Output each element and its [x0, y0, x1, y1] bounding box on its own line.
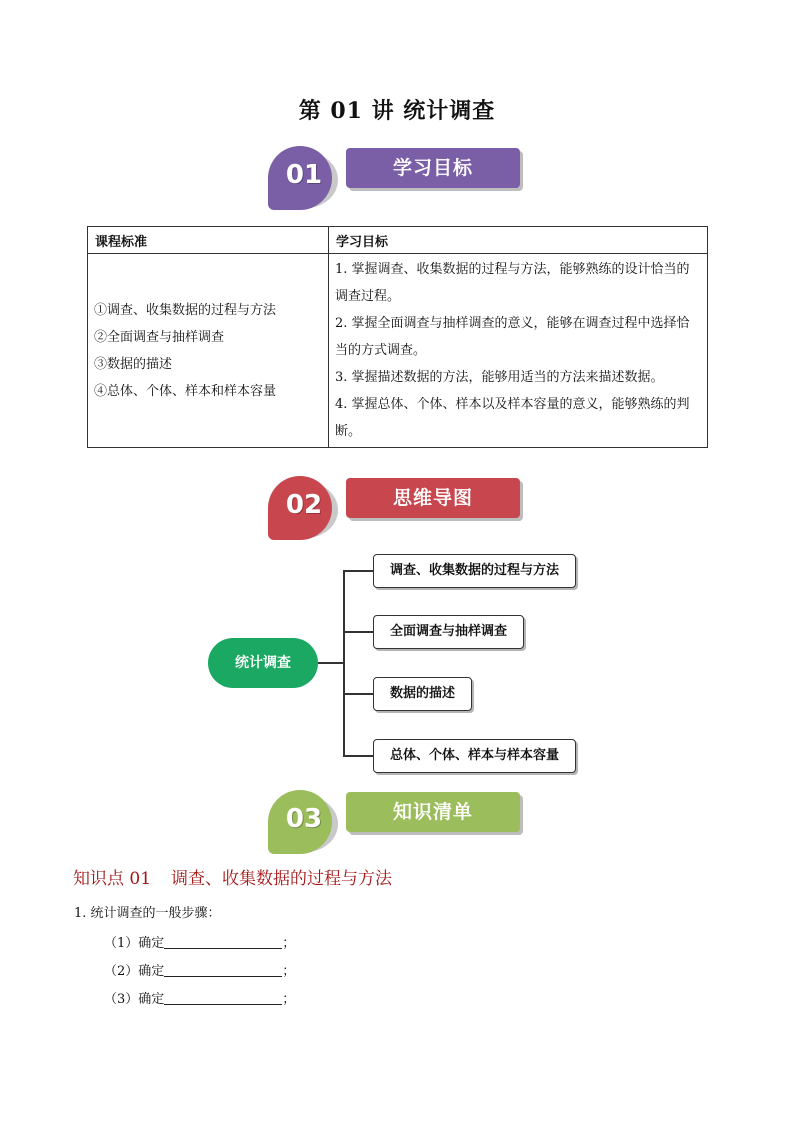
page-title: 第 01 讲 统计调查: [298, 98, 496, 124]
connector-line: [343, 570, 373, 572]
mindmap-node: 调查、收集数据的过程与方法: [373, 554, 576, 588]
section-label: 学习目标: [392, 157, 473, 179]
knowledge-point-title: 调查、收集数据的过程与方法: [171, 869, 393, 889]
list-item: 4. 掌握总体、个体、样本以及样本容量的意义，能够熟练的判断。: [335, 397, 690, 439]
step-item: [104, 988, 295, 1007]
list-item: ③数据的描述: [94, 356, 173, 372]
fill-blank: [164, 962, 282, 977]
knowledge-point-label: 知识点 01: [73, 869, 152, 889]
section-banner-03: [268, 790, 528, 854]
table-header: 课程标准: [88, 227, 329, 254]
step-suffix: ；: [282, 992, 296, 1007]
banner-plate: [346, 148, 520, 188]
step-item: [104, 960, 295, 979]
mindmap-node: 总体、个体、样本与样本容量: [373, 739, 576, 773]
fill-blank: [164, 934, 282, 949]
section-label: 思维导图: [392, 487, 473, 509]
list-item: 1. 掌握调查、收集数据的过程与方法，能够熟练的设计恰当的调查过程。: [335, 262, 690, 304]
section-banner-02: [268, 476, 528, 540]
section-banner-01: [268, 146, 528, 210]
step-suffix: ；: [282, 936, 296, 951]
section-number: 01: [285, 160, 323, 190]
objectives-table: [87, 226, 708, 448]
list-item: ①调查、收集数据的过程与方法: [94, 302, 277, 318]
list-item: ④总体、个体、样本和样本容量: [94, 383, 277, 399]
connector-line: [343, 693, 373, 695]
steps-intro: 1. 统计调查的一般步骤：: [74, 906, 221, 921]
list-item: ②全面调查与抽样调查: [94, 329, 225, 345]
mindmap-node: 数据的描述: [373, 677, 472, 711]
banner-plate: [346, 478, 520, 518]
knowledge-point-heading: [73, 864, 392, 889]
fill-blank: [164, 990, 282, 1005]
list-item: 2. 掌握全面调查与抽样调查的意义，能够在调查过程中选择恰当的方式调查。: [335, 316, 690, 358]
section-label: 知识清单: [392, 801, 473, 823]
step-prefix: （1）确定: [104, 936, 165, 951]
step-suffix: ；: [282, 964, 296, 979]
list-item: 3. 掌握描述数据的方法，能够用适当的方法来描述数据。: [335, 370, 664, 385]
table-header: 学习目标: [329, 227, 708, 254]
connector-line: [343, 631, 373, 633]
connector-line: [318, 662, 344, 664]
banner-plate: [346, 792, 520, 832]
mindmap-node: 全面调查与抽样调查: [373, 615, 524, 649]
section-number: 03: [285, 804, 323, 834]
step-prefix: （2）确定: [104, 964, 165, 979]
section-number: 02: [285, 490, 323, 520]
table-row: [88, 254, 708, 448]
mindmap-root-node: 统计调查: [208, 638, 318, 688]
connector-line: [343, 755, 373, 757]
table-header-row: [88, 227, 708, 254]
step-item: [104, 932, 295, 951]
objectives-cell: [329, 254, 708, 448]
standards-cell: [88, 254, 329, 448]
step-prefix: （3）确定: [104, 992, 165, 1007]
connector-line: [343, 570, 345, 756]
